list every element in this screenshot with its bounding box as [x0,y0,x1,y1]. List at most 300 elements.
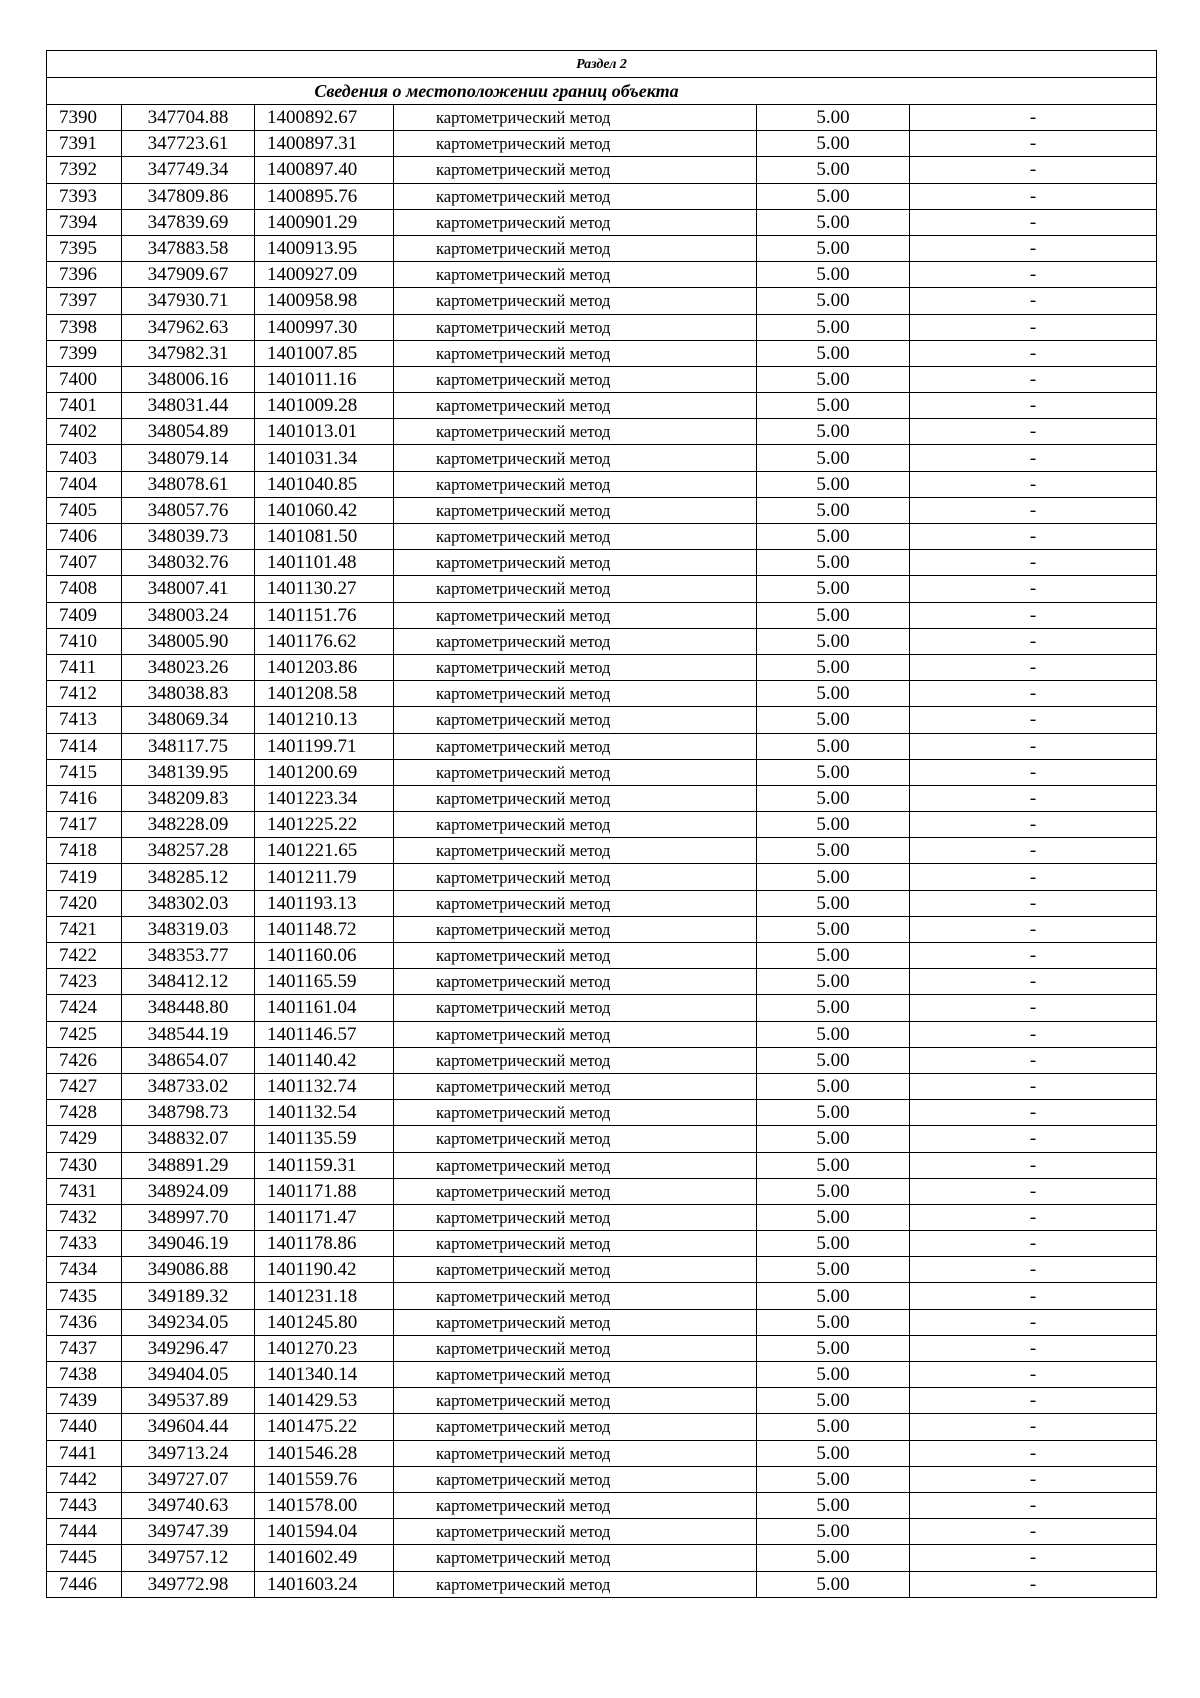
accuracy: 5.00 [757,1204,910,1230]
point-number: 7409 [47,602,122,628]
coordinate-x: 348031.44 [122,393,255,419]
coordinate-y: 1401546.28 [255,1440,394,1466]
coordinate-y: 1400958.98 [255,288,394,314]
accuracy: 5.00 [757,654,910,680]
point-number: 7392 [47,157,122,183]
method: картометрический метод [394,183,757,209]
point-number: 7416 [47,785,122,811]
description: - [910,812,1157,838]
method: картометрический метод [394,1388,757,1414]
method: картометрический метод [394,812,757,838]
point-number: 7440 [47,1414,122,1440]
coordinate-y: 1401210.13 [255,707,394,733]
table-row [47,1309,1157,1335]
coordinate-y: 1401603.24 [255,1571,394,1597]
coordinate-y: 1401211.79 [255,864,394,890]
table-row [47,1021,1157,1047]
method: картометрический метод [394,497,757,523]
coordinate-y: 1401190.42 [255,1257,394,1283]
accuracy: 5.00 [757,419,910,445]
section-title-row [47,78,1157,105]
point-number: 7435 [47,1283,122,1309]
table-row [47,864,1157,890]
description: - [910,890,1157,916]
table-row [47,131,1157,157]
point-number: 7393 [47,183,122,209]
table-row [47,445,1157,471]
table-row [47,288,1157,314]
description: - [910,1571,1157,1597]
coordinate-y: 1401245.80 [255,1309,394,1335]
description: - [910,235,1157,261]
description: - [910,1309,1157,1335]
coordinate-x: 348733.02 [122,1073,255,1099]
point-number: 7425 [47,1021,122,1047]
coordinate-x: 348023.26 [122,654,255,680]
point-number: 7413 [47,707,122,733]
description: - [910,1388,1157,1414]
coordinate-x: 348285.12 [122,864,255,890]
table-row [47,969,1157,995]
method: картометрический метод [394,785,757,811]
point-number: 7418 [47,838,122,864]
coordinate-x: 348139.95 [122,759,255,785]
coordinate-x: 348891.29 [122,1152,255,1178]
method: картометрический метод [394,524,757,550]
description: - [910,838,1157,864]
method: картометрический метод [394,576,757,602]
point-number: 7398 [47,314,122,340]
coordinate-y: 1400913.95 [255,235,394,261]
coordinate-x: 347930.71 [122,288,255,314]
table-row [47,183,1157,209]
point-number: 7432 [47,1204,122,1230]
method: картометрический метод [394,681,757,707]
table-row [47,1204,1157,1230]
method: картометрический метод [394,1414,757,1440]
description: - [910,864,1157,890]
coordinate-x: 348924.09 [122,1178,255,1204]
point-number: 7434 [47,1257,122,1283]
accuracy: 5.00 [757,1152,910,1178]
description: - [910,497,1157,523]
point-number: 7442 [47,1466,122,1492]
description: - [910,681,1157,707]
point-number: 7423 [47,969,122,995]
coordinate-y: 1401171.88 [255,1178,394,1204]
point-number: 7405 [47,497,122,523]
method: картометрический метод [394,1231,757,1257]
accuracy: 5.00 [757,1231,910,1257]
point-number: 7436 [47,1309,122,1335]
table-row [47,628,1157,654]
table-row [47,1571,1157,1597]
coordinate-y: 1401140.42 [255,1047,394,1073]
coordinate-x: 347962.63 [122,314,255,340]
description: - [910,1047,1157,1073]
coordinate-x: 349757.12 [122,1545,255,1571]
point-number: 7422 [47,943,122,969]
coordinate-y: 1401578.00 [255,1492,394,1518]
description: - [910,445,1157,471]
method: картометрический метод [394,340,757,366]
coordinate-x: 348038.83 [122,681,255,707]
point-number: 7401 [47,393,122,419]
accuracy: 5.00 [757,1414,910,1440]
coordinate-y: 1401176.62 [255,628,394,654]
description: - [910,785,1157,811]
table-row [47,1440,1157,1466]
description: - [910,1335,1157,1361]
point-number: 7421 [47,916,122,942]
method: картометрический метод [394,864,757,890]
description: - [910,105,1157,131]
coordinate-x: 348302.03 [122,890,255,916]
method: картометрический метод [394,654,757,680]
point-number: 7441 [47,1440,122,1466]
coordinate-x: 348798.73 [122,1100,255,1126]
coordinate-y: 1401007.85 [255,340,394,366]
coordinate-y: 1400901.29 [255,209,394,235]
accuracy: 5.00 [757,1126,910,1152]
coordinate-y: 1401151.76 [255,602,394,628]
accuracy: 5.00 [757,602,910,628]
accuracy: 5.00 [757,628,910,654]
coordinate-y: 1400895.76 [255,183,394,209]
description: - [910,131,1157,157]
description: - [910,602,1157,628]
method: картометрический метод [394,1152,757,1178]
method: картометрический метод [394,209,757,235]
table-row [47,1100,1157,1126]
method: картометрический метод [394,1047,757,1073]
accuracy: 5.00 [757,890,910,916]
coordinate-y: 1401559.76 [255,1466,394,1492]
table-body [47,51,1157,1598]
coordinate-x: 349046.19 [122,1231,255,1257]
coordinate-y: 1401200.69 [255,759,394,785]
table-row [47,681,1157,707]
method: картометрический метод [394,628,757,654]
method: картометрический метод [394,1126,757,1152]
description: - [910,916,1157,942]
coordinate-y: 1401009.28 [255,393,394,419]
description: - [910,1414,1157,1440]
coordinate-y: 1401178.86 [255,1231,394,1257]
table-row [47,1545,1157,1571]
method: картометрический метод [394,1283,757,1309]
table-row [47,1257,1157,1283]
table-row [47,1466,1157,1492]
coordinate-x: 348353.77 [122,943,255,969]
point-number: 7419 [47,864,122,890]
method: картометрический метод [394,733,757,759]
accuracy: 5.00 [757,1388,910,1414]
method: картометрический метод [394,471,757,497]
description: - [910,183,1157,209]
table-row [47,733,1157,759]
table-row [47,471,1157,497]
coordinate-x: 349296.47 [122,1335,255,1361]
description: - [910,1231,1157,1257]
coordinate-y: 1401160.06 [255,943,394,969]
method: картометрический метод [394,1362,757,1388]
coordinate-x: 348257.28 [122,838,255,864]
description: - [910,1073,1157,1099]
point-number: 7404 [47,471,122,497]
point-number: 7431 [47,1178,122,1204]
table-row [47,1126,1157,1152]
description: - [910,524,1157,550]
coordinate-x: 348117.75 [122,733,255,759]
coordinate-y: 1401193.13 [255,890,394,916]
table-row [47,890,1157,916]
table-row [47,602,1157,628]
coordinate-x: 347704.88 [122,105,255,131]
table-row [47,812,1157,838]
accuracy: 5.00 [757,366,910,392]
description: - [910,1021,1157,1047]
coordinate-y: 1401165.59 [255,969,394,995]
coordinate-y: 1401040.85 [255,471,394,497]
description: - [910,576,1157,602]
coordinate-x: 347909.67 [122,262,255,288]
coordinate-x: 349727.07 [122,1466,255,1492]
coordinate-y: 1401171.47 [255,1204,394,1230]
method: картометрический метод [394,1309,757,1335]
accuracy: 5.00 [757,995,910,1021]
table-row [47,995,1157,1021]
description: - [910,733,1157,759]
table-row [47,785,1157,811]
accuracy: 5.00 [757,131,910,157]
coordinate-x: 348544.19 [122,1021,255,1047]
table-row [47,314,1157,340]
description: - [910,1519,1157,1545]
accuracy: 5.00 [757,733,910,759]
coordinate-y: 1401340.14 [255,1362,394,1388]
method: картометрический метод [394,916,757,942]
table-row [47,838,1157,864]
accuracy: 5.00 [757,576,910,602]
point-number: 7412 [47,681,122,707]
point-number: 7417 [47,812,122,838]
description: - [910,157,1157,183]
table-row [47,1231,1157,1257]
coordinate-x: 347723.61 [122,131,255,157]
description: - [910,759,1157,785]
point-number: 7410 [47,628,122,654]
coordinate-x: 348319.03 [122,916,255,942]
point-number: 7445 [47,1545,122,1571]
coordinate-x: 349604.44 [122,1414,255,1440]
coordinate-x: 348448.80 [122,995,255,1021]
coordinate-x: 348412.12 [122,969,255,995]
description: - [910,1466,1157,1492]
table-row [47,1152,1157,1178]
description: - [910,288,1157,314]
table-row [47,209,1157,235]
accuracy: 5.00 [757,471,910,497]
accuracy: 5.00 [757,157,910,183]
method: картометрический метод [394,1178,757,1204]
method: картометрический метод [394,1545,757,1571]
method: картометрический метод [394,445,757,471]
coordinate-x: 348032.76 [122,550,255,576]
method: картометрический метод [394,838,757,864]
coordinate-y: 1401203.86 [255,654,394,680]
point-number: 7427 [47,1073,122,1099]
method: картометрический метод [394,105,757,131]
coordinate-y: 1400897.40 [255,157,394,183]
point-number: 7429 [47,1126,122,1152]
table-row [47,654,1157,680]
point-number: 7397 [47,288,122,314]
coordinate-y: 1401011.16 [255,366,394,392]
table-row [47,366,1157,392]
description: - [910,1440,1157,1466]
table-row [47,340,1157,366]
description: - [910,707,1157,733]
accuracy: 5.00 [757,1362,910,1388]
coordinate-y: 1401081.50 [255,524,394,550]
accuracy: 5.00 [757,681,910,707]
point-number: 7420 [47,890,122,916]
coordinate-x: 348654.07 [122,1047,255,1073]
table-row [47,916,1157,942]
method: картометрический метод [394,157,757,183]
table-row [47,943,1157,969]
accuracy: 5.00 [757,838,910,864]
point-number: 7396 [47,262,122,288]
table-row [47,1388,1157,1414]
coordinate-x: 348997.70 [122,1204,255,1230]
point-number: 7402 [47,419,122,445]
method: картометрический метод [394,1073,757,1099]
point-number: 7391 [47,131,122,157]
coordinate-x: 348228.09 [122,812,255,838]
accuracy: 5.00 [757,105,910,131]
coordinate-y: 1401013.01 [255,419,394,445]
table-row [47,759,1157,785]
accuracy: 5.00 [757,1073,910,1099]
description: - [910,1152,1157,1178]
accuracy: 5.00 [757,1283,910,1309]
accuracy: 5.00 [757,1257,910,1283]
accuracy: 5.00 [757,1466,910,1492]
accuracy: 5.00 [757,340,910,366]
coordinate-x: 348069.34 [122,707,255,733]
accuracy: 5.00 [757,262,910,288]
description: - [910,471,1157,497]
accuracy: 5.00 [757,314,910,340]
accuracy: 5.00 [757,445,910,471]
table-row [47,707,1157,733]
method: картометрический метод [394,235,757,261]
coordinate-y: 1401602.49 [255,1545,394,1571]
description: - [910,1126,1157,1152]
coordinate-y: 1401594.04 [255,1519,394,1545]
description: - [910,209,1157,235]
coordinate-y: 1401148.72 [255,916,394,942]
coordinate-x: 349086.88 [122,1257,255,1283]
method: картометрический метод [394,1257,757,1283]
coordinate-x: 347749.34 [122,157,255,183]
method: картометрический метод [394,262,757,288]
accuracy: 5.00 [757,812,910,838]
accuracy: 5.00 [757,1519,910,1545]
description: - [910,1545,1157,1571]
coordinate-x: 349747.39 [122,1519,255,1545]
coordinate-y: 1400997.30 [255,314,394,340]
accuracy: 5.00 [757,969,910,995]
table-row [47,1047,1157,1073]
coordinate-y: 1401199.71 [255,733,394,759]
table-row [47,105,1157,131]
accuracy: 5.00 [757,393,910,419]
method: картометрический метод [394,1571,757,1597]
point-number: 7438 [47,1362,122,1388]
point-number: 7399 [47,340,122,366]
coordinate-y: 1401031.34 [255,445,394,471]
point-number: 7443 [47,1492,122,1518]
coordinate-x: 349189.32 [122,1283,255,1309]
coordinate-y: 1401132.54 [255,1100,394,1126]
accuracy: 5.00 [757,1335,910,1361]
coordinate-x: 348057.76 [122,497,255,523]
table-row [47,524,1157,550]
coordinate-y: 1400897.31 [255,131,394,157]
table-row [47,1362,1157,1388]
table-row [47,235,1157,261]
description: - [910,1283,1157,1309]
accuracy: 5.00 [757,1309,910,1335]
coordinate-y: 1401161.04 [255,995,394,1021]
coordinate-x: 348209.83 [122,785,255,811]
description: - [910,1492,1157,1518]
accuracy: 5.00 [757,235,910,261]
coordinate-x: 349740.63 [122,1492,255,1518]
accuracy: 5.00 [757,1021,910,1047]
method: картометрический метод [394,969,757,995]
description: - [910,943,1157,969]
section-title: Сведения о местоположении границ объекта [47,78,1157,105]
coordinate-x: 348078.61 [122,471,255,497]
table-row [47,157,1157,183]
method: картометрический метод [394,602,757,628]
section-label: Раздел 2 [47,51,1157,78]
boundary-points-table [46,50,1157,1598]
point-number: 7414 [47,733,122,759]
description: - [910,1178,1157,1204]
accuracy: 5.00 [757,916,910,942]
coordinate-y: 1401223.34 [255,785,394,811]
method: картометрический метод [394,1519,757,1545]
method: картометрический метод [394,1204,757,1230]
method: картометрический метод [394,1335,757,1361]
table-row [47,576,1157,602]
coordinate-x: 348005.90 [122,628,255,654]
point-number: 7433 [47,1231,122,1257]
coordinate-y: 1401221.65 [255,838,394,864]
point-number: 7446 [47,1571,122,1597]
table-row [47,419,1157,445]
coordinate-x: 349404.05 [122,1362,255,1388]
coordinate-y: 1401270.23 [255,1335,394,1361]
coordinate-y: 1401159.31 [255,1152,394,1178]
point-number: 7395 [47,235,122,261]
method: картометрический метод [394,1021,757,1047]
